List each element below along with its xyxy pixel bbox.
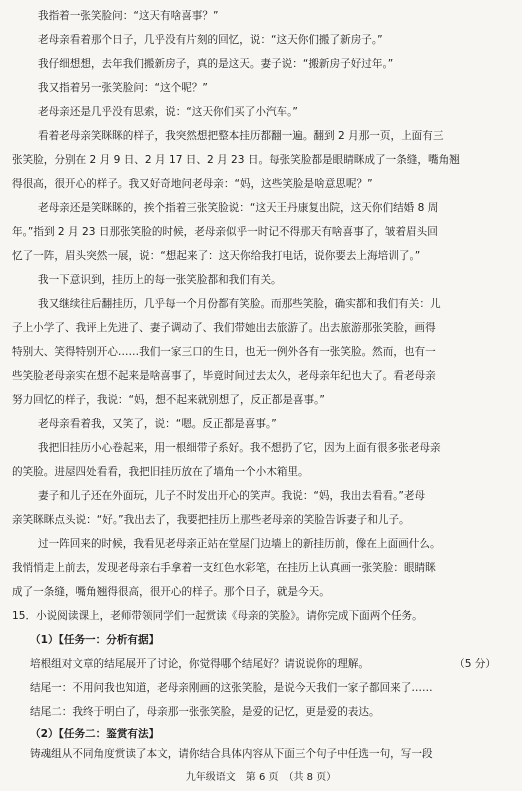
paragraph-line: 努力回忆的样子，我说：“妈，想不起来就别想了，反正都是喜事。” (12, 394, 325, 406)
paragraph-line: 我指着一张笑脸问：“这天有啥喜事？” (38, 10, 219, 22)
paragraph-line: 我又继续往后翻挂历，几乎每一个月份都有笑脸。而那些笑脸，确实都和我们有关：儿 (38, 298, 441, 310)
paragraph-line: 忆了一阵，眉头突然一展，说：“想起来了：这天你给我打电话，说你要去上海培训了。” (12, 250, 421, 262)
paragraph-line: 些笑脸老母亲实在想不起来是啥喜事了，毕竟时间过去太久，老母亲年纪也大了。看老母亲 (12, 370, 436, 382)
paragraph-line: 年。”指到 2 月 23 日那张笑脸的时候，老母亲似乎一时记不得那天有啥喜事了，皱着眉头回 (12, 226, 438, 238)
paragraph-line: 看着老母亲笑眯眯的样子，我突然想把整本挂历都翻一遍。翻到 2 月那一页，上面有三 (38, 130, 444, 142)
paragraph-line: 得很高，很开心的样子。我又好奇地问老母亲：“妈，这些笑脸是啥意思呢？” (12, 178, 373, 190)
task1-text: 培根组对文章的结尾展开了讨论，你觉得哪个结尾好？请说说你的理解。 (30, 658, 369, 670)
paragraph-line: 我仔细想想，去年我们搬新房子，真的是这天。妻子说：“搬新房子好过年。” (38, 58, 394, 70)
page-footer: 九年级语文 第 6 页 （共 8 页） (185, 772, 337, 783)
paragraph-line: 我悄悄走上前去，发现老母亲右手拿着一支红色水彩笔，在挂历上认真画一张笑脸：眼睛眯 (12, 562, 436, 574)
paragraph-line: 特别大、笑得特别开心……我们一家三口的生日，也无一例外各有一张笑脸。然而，也有一 (12, 346, 436, 358)
paragraph-line: 过一阵回来的时候，我看见老母亲正站在堂屋门边墙上的新挂历前，像在上面画什么。 (38, 538, 441, 550)
paragraph-line: 亲笑眯眯点头说：“好。”我出去了，我要把挂历上那些老母亲的笑脸告诉妻子和儿子。 (12, 514, 410, 526)
paragraph-line: 我一下意识到，挂历上的每一张笑脸都和我们有关。 (38, 274, 282, 286)
task1-title: （1）【任务一：分析有据】 (30, 634, 160, 646)
task2-title: （2）【任务二：鉴赏有法】 (30, 728, 160, 740)
paragraph-line: 老母亲还是笑眯眯的，挨个指着三张笑脸说：“这天王丹康复出院，这天你们结婚 8 周 (38, 202, 439, 214)
task1-score: （5 分） (454, 658, 496, 670)
ending-one: 结尾一：不用问我也知道，老母亲刚画的这张笑脸，是说今天我们一家子都回来了…… (30, 682, 433, 694)
paragraph-line: 妻子和儿子还在外面玩，儿子不时发出开心的笑声。我说：“妈，我出去看看。”老母 (38, 490, 426, 502)
task1-row (0, 658, 522, 671)
paragraph-line: 张笑脸，分别在 2 月 9 日、2 月 17 日、2 月 23 日。每张笑脸都是眼睛眯成了一条缝，嘴角翘 (12, 154, 460, 166)
task2-text-line: 铸魂组从不同角度赏读了本文，请你结合具体内容从下面三个句子中任选一句，写一段 (30, 748, 433, 760)
question-title: 15．小说阅读课上，老师带领同学们一起赏读《母亲的笑脸》。请你完成下面两个任务。 (12, 610, 423, 622)
paragraph-line: 子上小学了、我评上先进了、妻子调动了、我们带她出去旅游了。出去旅游那张笑脸，画得 (12, 322, 436, 334)
ending-two: 结尾二：我终于明白了，母亲那一张张笑脸，是爱的记忆，更是爱的表达。 (30, 706, 380, 718)
paragraph-line: 老母亲看着那个日子，几乎没有片刻的回忆，说：“这天你们搬了新房子。” (38, 34, 383, 46)
paragraph-line: 的笑脸。进屋四处看看，我把旧挂历放在了墙角一个小木箱里。 (12, 466, 309, 478)
paragraph-line: 我把旧挂历小心卷起来，用一根细带子系好。我不想扔了它，因为上面有很多张老母亲 (38, 442, 441, 454)
paragraph-line: 我又指着另一张笑脸问：“这个呢？” (38, 82, 208, 94)
paragraph-line: 成了一条缝，嘴角翘得很高，很开心的样子。那个日子，就是今天。 (12, 586, 330, 598)
paragraph-line: 老母亲看着我，又笑了，说：“嗯。反正都是喜事。” (38, 418, 277, 430)
paragraph-line: 老母亲还是几乎没有思索，说：“这天你们买了小汽车。” (38, 106, 298, 118)
